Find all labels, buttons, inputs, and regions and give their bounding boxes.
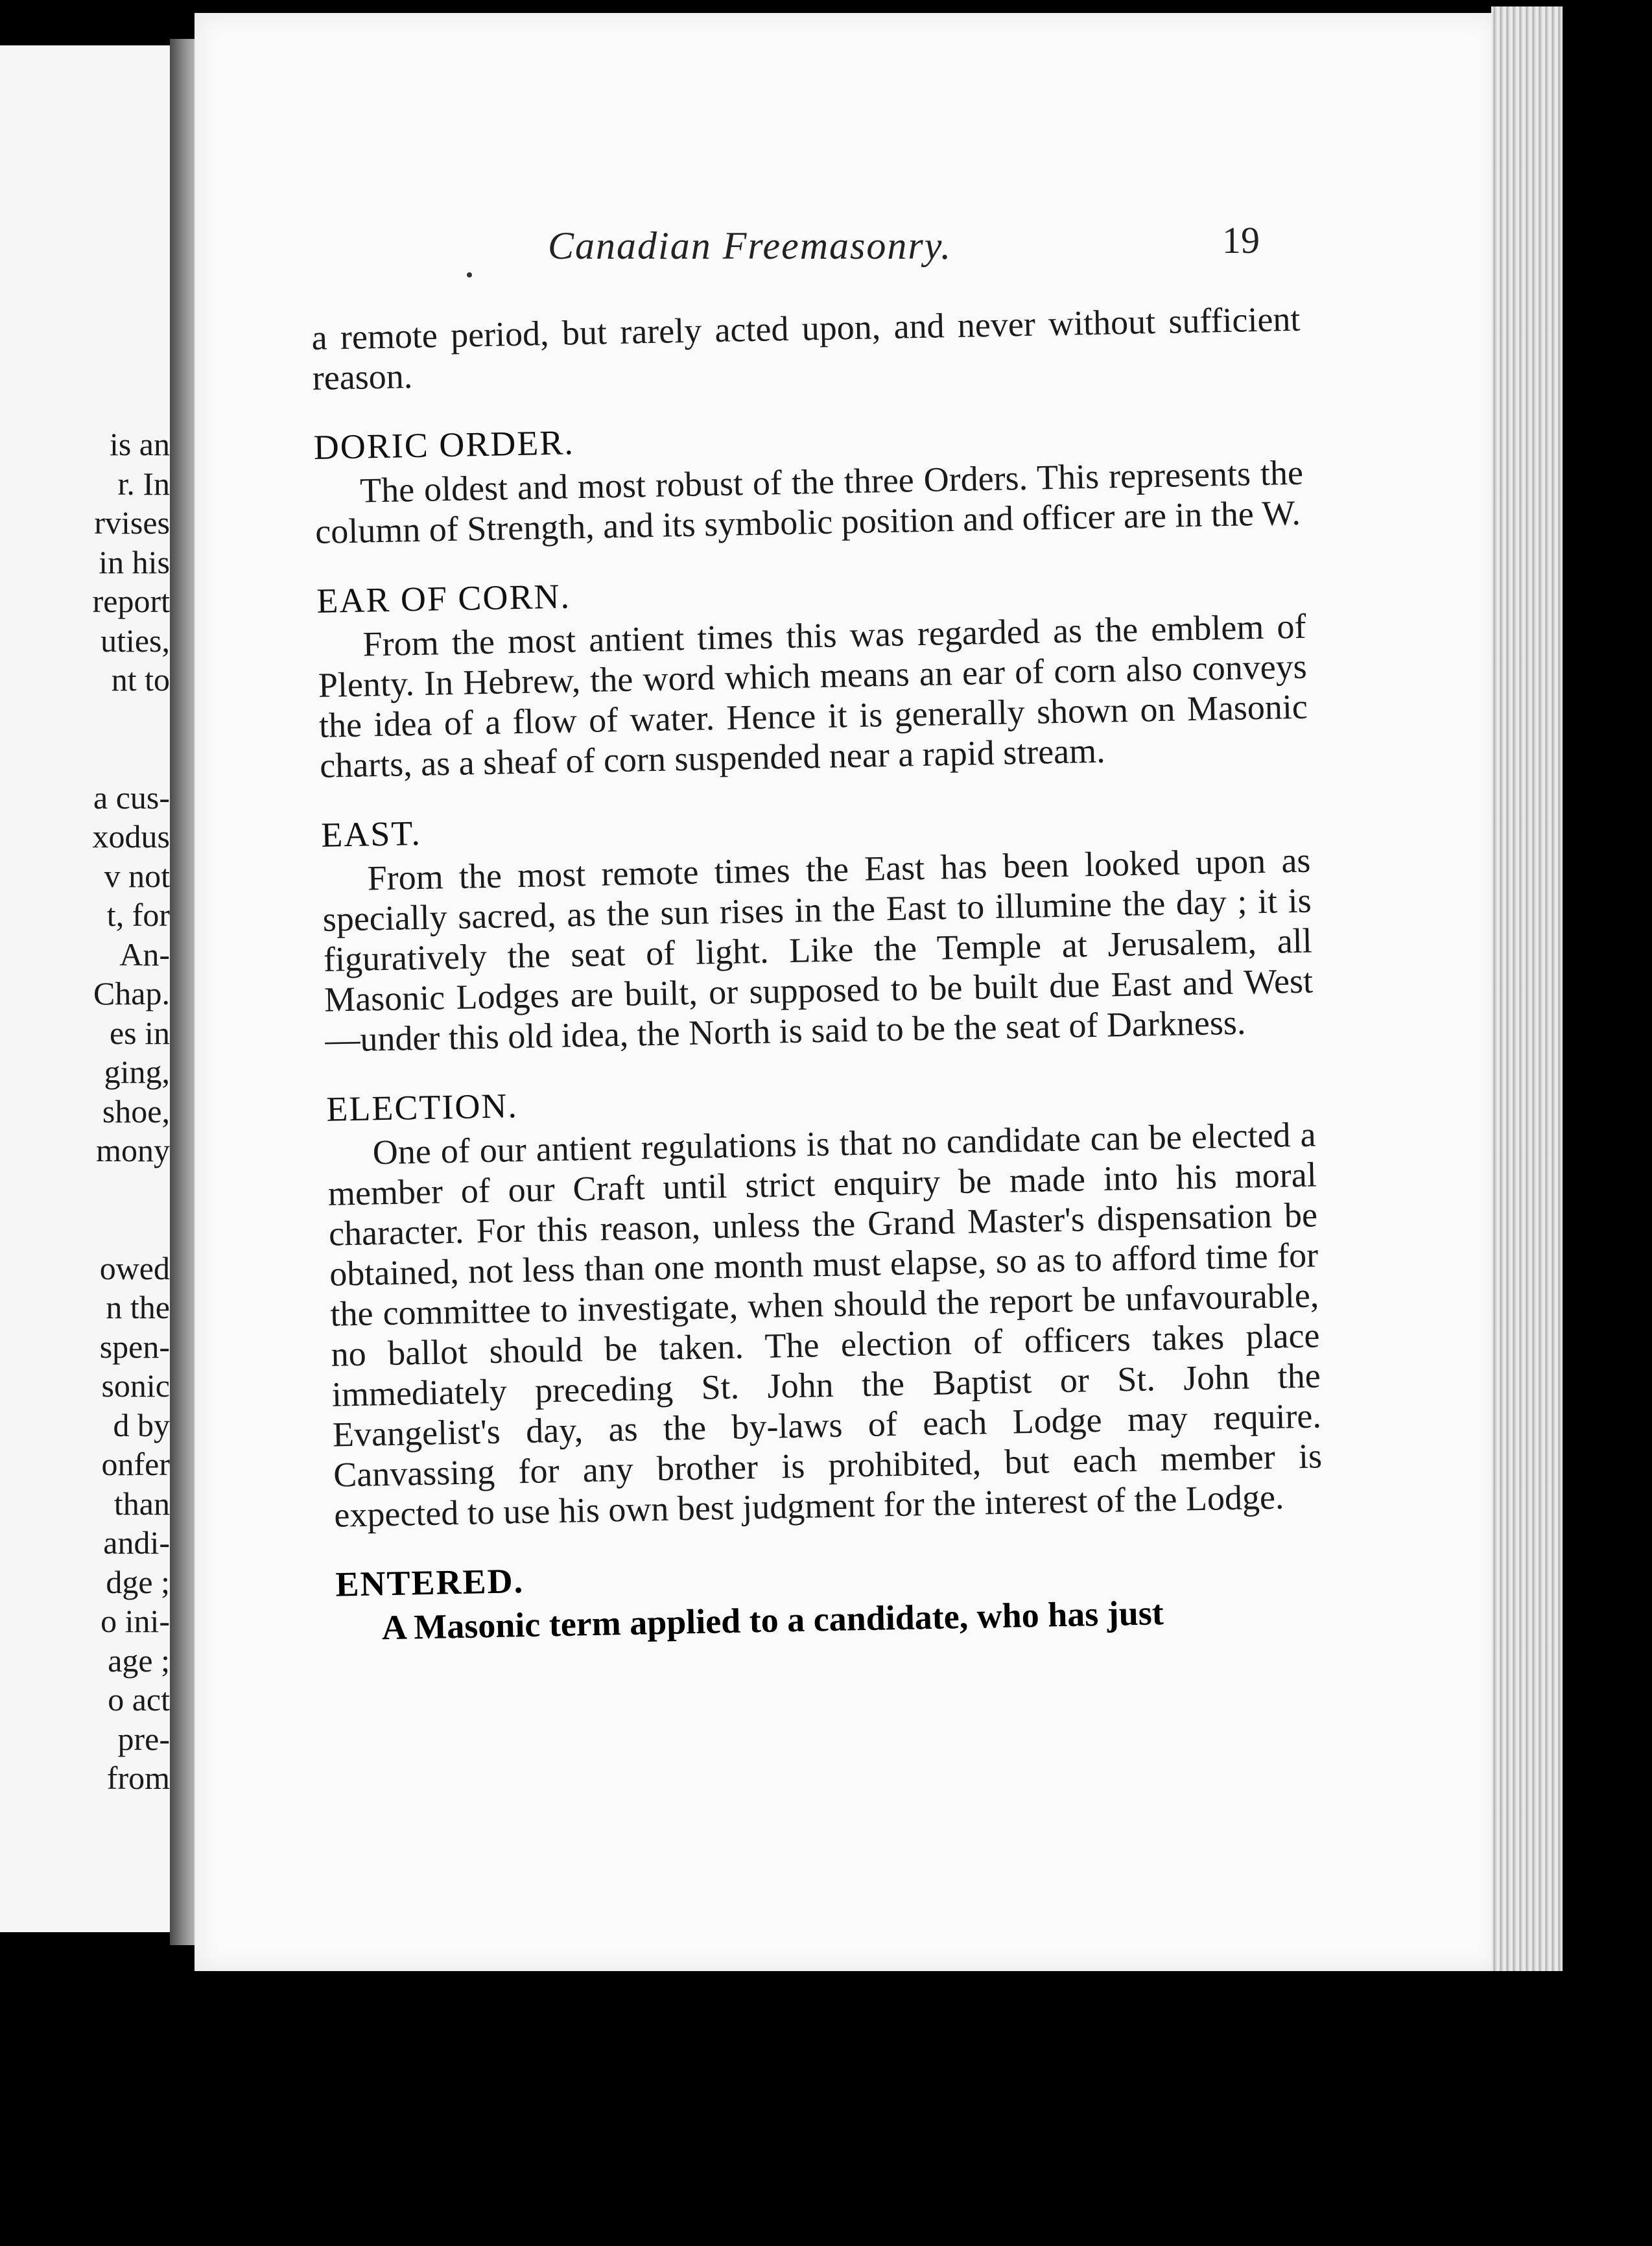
- entry-text-entered: A Masonic term applied to a candidate, who has just: [381, 1593, 1164, 1648]
- facing-page-line: spen-: [99, 1328, 170, 1365]
- intro-paragraph: a remote period, but rarely acted upon, and never without sufficient reason.: [311, 299, 1301, 397]
- page-edges: [1491, 6, 1563, 1978]
- scan-background: [195, 1971, 1563, 2246]
- facing-page-line: es in: [109, 1014, 170, 1051]
- entry-text-doric-order: The oldest and most robust of the three Orders. This represents the column of Strength, and its symbolic position and officer are in the W.: [314, 453, 1304, 551]
- facing-page-line: o act: [108, 1681, 170, 1718]
- facing-page-line: mony: [96, 1132, 170, 1168]
- entry-text-election: One of our antient regulations is that no candidate can be elected a member of our Craft until strict enquiry be made into his moral character. For this reason, unless the Grand Master's dispensation be obtained, not less than one month must elapse, so as to afford time for the committee to investigate, when should the report be unfavourable, no ballot should be taken. The election of officers takes place immediately preceding St. John the Baptist or St. John the Evangelist's day, as the by-laws of each Lodge may require. Canvassing for any brother is prohibited, but each member is expected to use his own best judgment for the interest of the Lodge.: [327, 1115, 1323, 1535]
- facing-page-line: nt to: [111, 661, 170, 698]
- facing-page-line: t, for: [106, 897, 170, 933]
- facing-page-line: age ;: [108, 1642, 170, 1679]
- facing-page-line: o ini-: [100, 1603, 170, 1639]
- facing-page-line: shoe,: [102, 1093, 170, 1129]
- facing-page-line: v not: [104, 857, 170, 894]
- facing-page-line: uties,: [100, 622, 170, 659]
- entry-heading-east: EAST.: [320, 813, 422, 855]
- facing-page-left: [0, 45, 170, 1932]
- facing-page-line: is an: [109, 426, 170, 462]
- facing-page-line: sonic: [101, 1367, 170, 1404]
- facing-page-line: An-: [119, 936, 170, 973]
- facing-page-line: n the: [106, 1289, 170, 1325]
- facing-page-line: than: [113, 1485, 170, 1522]
- entry-text-east: From the most remote times the East has been looked upon as specially sacred, as the sun rises in the East to illumine the day ; it is figuratively the seat of light. Like the Temple at Jerusalem, all Masonic Lodges are built, or supposed to be built due East and West—under this old idea, the North is said to be the seat of Darkness.: [322, 840, 1314, 1059]
- ink-dot: [467, 272, 472, 278]
- page-header: [195, 219, 1501, 276]
- book-page: [195, 13, 1501, 1971]
- facing-page-line: in his: [99, 543, 170, 580]
- page-body: [311, 299, 1325, 1649]
- running-title: Canadian Freemasonry.: [548, 224, 952, 267]
- page-number: 19: [1222, 219, 1260, 261]
- entry-heading-entered: ENTERED.: [335, 1561, 525, 1604]
- facing-page-line: ging,: [104, 1054, 170, 1090]
- entry-heading-ear-of-corn: EAR OF CORN.: [316, 576, 571, 621]
- facing-page-line: xodus: [92, 818, 170, 855]
- entry-text-ear-of-corn: From the most antient times this was regarded as the emblem of Plenty. In Hebrew, the word which means an ear of corn also conveys the idea of a flow of water. Hence it is generally shown on Masonic charts, as a sheaf of corn suspended near a rapid stream.: [318, 606, 1308, 785]
- facing-page-line: r. In: [117, 465, 170, 502]
- facing-page-line: dge ;: [106, 1563, 170, 1600]
- facing-page-line: d by: [113, 1406, 170, 1443]
- facing-page-line: onfer: [101, 1446, 170, 1482]
- facing-page-line: Chap.: [93, 975, 170, 1011]
- facing-page-line: report: [92, 583, 170, 619]
- entry-heading-doric-order: DORIC ORDER.: [313, 423, 575, 467]
- facing-page-line: from: [106, 1760, 170, 1796]
- entry-heading-election: ELECTION.: [325, 1086, 519, 1129]
- facing-page-line: rvises: [94, 504, 170, 541]
- facing-page-line: owed: [99, 1249, 170, 1286]
- facing-page-line: pre-: [117, 1720, 170, 1757]
- facing-page-line: andi-: [103, 1524, 170, 1561]
- facing-page-line: a cus-: [93, 779, 170, 816]
